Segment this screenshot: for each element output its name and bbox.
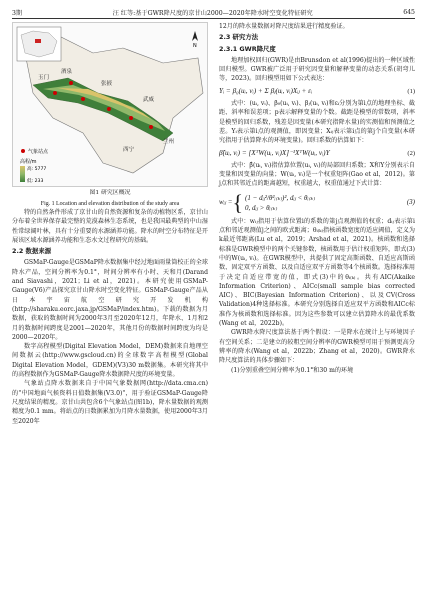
equation-2 [219,149,415,158]
right-column [219,22,415,375]
paragraph: 气象站点降水数据来自于中国气象数据网(http://data.cma.cn)的"中国地面气候资料日值数据集(V3.0)"，用于验证GSMaP-Gauge降尺度结果的精度。京甘山共包含6个气象站点(图1b)，降水量数据的观测精度为0.1 mm。将站点的日数据累加为月降水量数据，使用2000年3月至2020年 [12,380,208,425]
station-marker [81,97,85,101]
paragraph: 12月的降水量数据对降尺度结果进行精度验证。 [219,23,349,30]
elevation-colorbar [20,166,25,182]
legend-low: 低: 233 [27,179,44,184]
station-marker [107,107,111,111]
inset-study-area-marker [35,39,41,43]
paragraph: (1)分别重叠空间分辨率为0.1°和30 m的环境 [231,366,354,374]
equation-1 [219,87,415,96]
running-title: 汪 红等:基于GWR降尺度的京甘山2000—2020年降水时空变化特征研究 [112,9,313,17]
paragraph: 地理加权回归(GWR)是由Brunsdon et al(1996)提出的一种区域性回归模型。GWR被广泛用于研究因变量和解释变量的动态关系(胡弯儿等，2023)。回归模型用如下公式表达： [219,56,415,83]
svg-text:N: N [193,43,197,49]
equation-case: 0, dᵢⱼ > θᵢ₍ₖ₎ [245,203,278,212]
city-label: 西宁 [123,147,135,153]
station-marker [149,125,153,129]
paragraph: 式中：β̂(uᵢ, vᵢ)指估算位置(uᵢ, vᵢ)的局部回归系数；X和Y分别表示自变量和因变量的向量；W(uᵢ, vᵢ)是一个权重矩阵(Gao et al，2012)。第j点和其邻近点的距离越短，权重越大，权重值通过下式计算： [219,161,415,188]
station-legend-icon [21,149,25,153]
paragraph: 特的自然条件形成了京甘山的自然资源和复杂的动植物区系，京甘山分布着全世界保存最完整的荒漠森林生态系统，也是我国最典型的中山湿性常绿阔叶林，具有十分重要的水源涵养功能。降水的时空分布特征是开展该区域水源涵养功能和生态水文过程研究的基础。 [12,209,208,244]
station-marker [69,81,73,85]
north-arrow-icon [192,31,198,49]
paragraph: 式中：wᵢⱼ指用于估算位置i的系数的第j点观测值的权重；dᵢⱼ表示第i点和邻近观测值j之间的欧式距离；θᵢ₍ₖ₎指核函数宽度的适应阈值，定义为k最近邻距离(Lu et al，2019；Arshad et al，2021)。核函数和选择标准是GWR模型中的两个关键参数，核函数用于估计权重矩阵，即式(3)中的W(uᵢ, vᵢ)。在GWR模型中，共提供了固定高斯函数、自适应高斯函数、固定双平方函数、以及自适应双平方函数等4个核函数。选择标准用于决定自适应带宽的值，即式(3)中的θᵢ₍ₖ₎。共有AIC(Akaike Information Criterion)、AICc(small sample bias corrected AIC)、BIC(Bayesian Information Criterion)、以及CV(Cross Validation)4种选择标准。本研究分别选择自适应双平方函数和AICc标准作为核函数和选择标准。因为这些参数可以建立估算降水的最优系数(Wang et al，2022b)。 [219,217,415,328]
paragraph: GWR降水降尺度算法基于两个假设：一是降水在统计上与环境因子有空间关系；二是建立的较粗空间分辨率的GWR模型可用于预测更高分辨率的降水(Wang et al，2022b；Zhang et al，2020)。GWR降水降尺度算法的具体步骤如下： [219,329,415,365]
city-label: 武威 [143,97,155,103]
issue-number: 3期 [12,9,23,17]
paragraph: 数字高程模型(Digital Elevation Model，DEM)数据来自地理空间数据云(http://www.gscloud.cn)的全球数字高程模型(Global Digital Elevation Model，GDEM)(V3)30 m数据集。本研究将其中的高程数据作为GSMaP-Gauge降水数据降尺度的环境变量。 [12,343,208,379]
station-marker [129,116,133,120]
study-area-map [13,23,209,188]
brace-icon: { [232,189,244,215]
map-legend [20,148,49,184]
city-label: 玉门 [38,75,50,81]
legend-high: 高: 5777 [27,167,47,172]
figure-caption-en: Fig. 1 Location and elevation distribution of the study area [40,200,180,207]
subsection-heading: 2.3.1 GWR降尺度 [219,44,276,53]
paragraph: GSMaP-Gauge是GSMaP降水数据集中经过地面雨量筒校正的全球降水产品，空间分辨率为0.1°，时间分辨率有小时、天和月(Darand and Siavashi，2021；Li et al，2021)。本研究使用GSMaP-Gauge(V6)产品探究京甘山降水时空变化特征。GSMaP-Gauge产品从日本宇宙航空研究开发机构(http://sharaku.eorc.jaxa.jp/GSMaP/index.htm)。下载的数据为月数据，获取的数据时间为2000年3月至2020年12月，年降水、1月和2月的数据时间跨度是2001—2020年，其他月份的数据时间跨度为均是2000—2020年。 [12,259,208,341]
equation-number: (3) [406,198,415,207]
station-marker [53,91,57,95]
section-heading: 2.3 研究方法 [219,33,259,42]
city-label: 酒泉 [61,69,73,75]
figure-caption-cn: 图1 研究区概况 [89,190,131,196]
equation-3 [219,189,415,215]
equation-number: (1) [407,87,415,95]
left-column [12,22,208,426]
page-header [12,6,415,19]
study-area-figure [12,22,208,187]
equation-lhs: wᵢⱼ = [219,198,233,207]
equation-body: β̂(uᵢ, vᵢ) = [XᵀW(uᵢ, vᵢ)X]⁻¹XᵀW(uᵢ, vᵢ)Y [219,148,330,157]
equation-body: Yᵢ = β₀(uᵢ, vᵢ) + Σ βⱼ(uᵢ, vᵢ)Xᵢⱼ + εᵢ [219,86,313,95]
paragraph: 式中：(uᵢ, vᵢ)、β₀(uᵢ, vᵢ)、βⱼ(uᵢ, vᵢ)和εᵢ分别为第i点的地理坐标、截距、斜率和误差项；p表示解释变量的个数。截距是模型的常数项，斜率是模型的回归系数，残差是因变量(本研究指降水量)的实测值和预测值之差。Yᵢ表示第i点的观测值，即因变量；Xᵢⱼ表示第i点的第j个自变量(本研究指用于估算降水的环境变量)。回归系数的估算如下： [219,100,415,145]
city-label: 兰州 [163,139,175,145]
city-label: 张掖 [101,81,113,87]
equation-number: (2) [407,149,415,157]
page-number: 645 [403,8,415,16]
legend-elevation: 高程/m [20,159,37,165]
section-heading: 2.2 数据来源 [12,247,52,256]
equation-cases [245,193,315,213]
equation-case: (1 − dᵢⱼ²/θ²ᵢ₍ₖ₎)², dᵢⱼ < θᵢ₍ₖ₎ [245,193,315,202]
legend-station: 气象站点 [28,149,49,155]
